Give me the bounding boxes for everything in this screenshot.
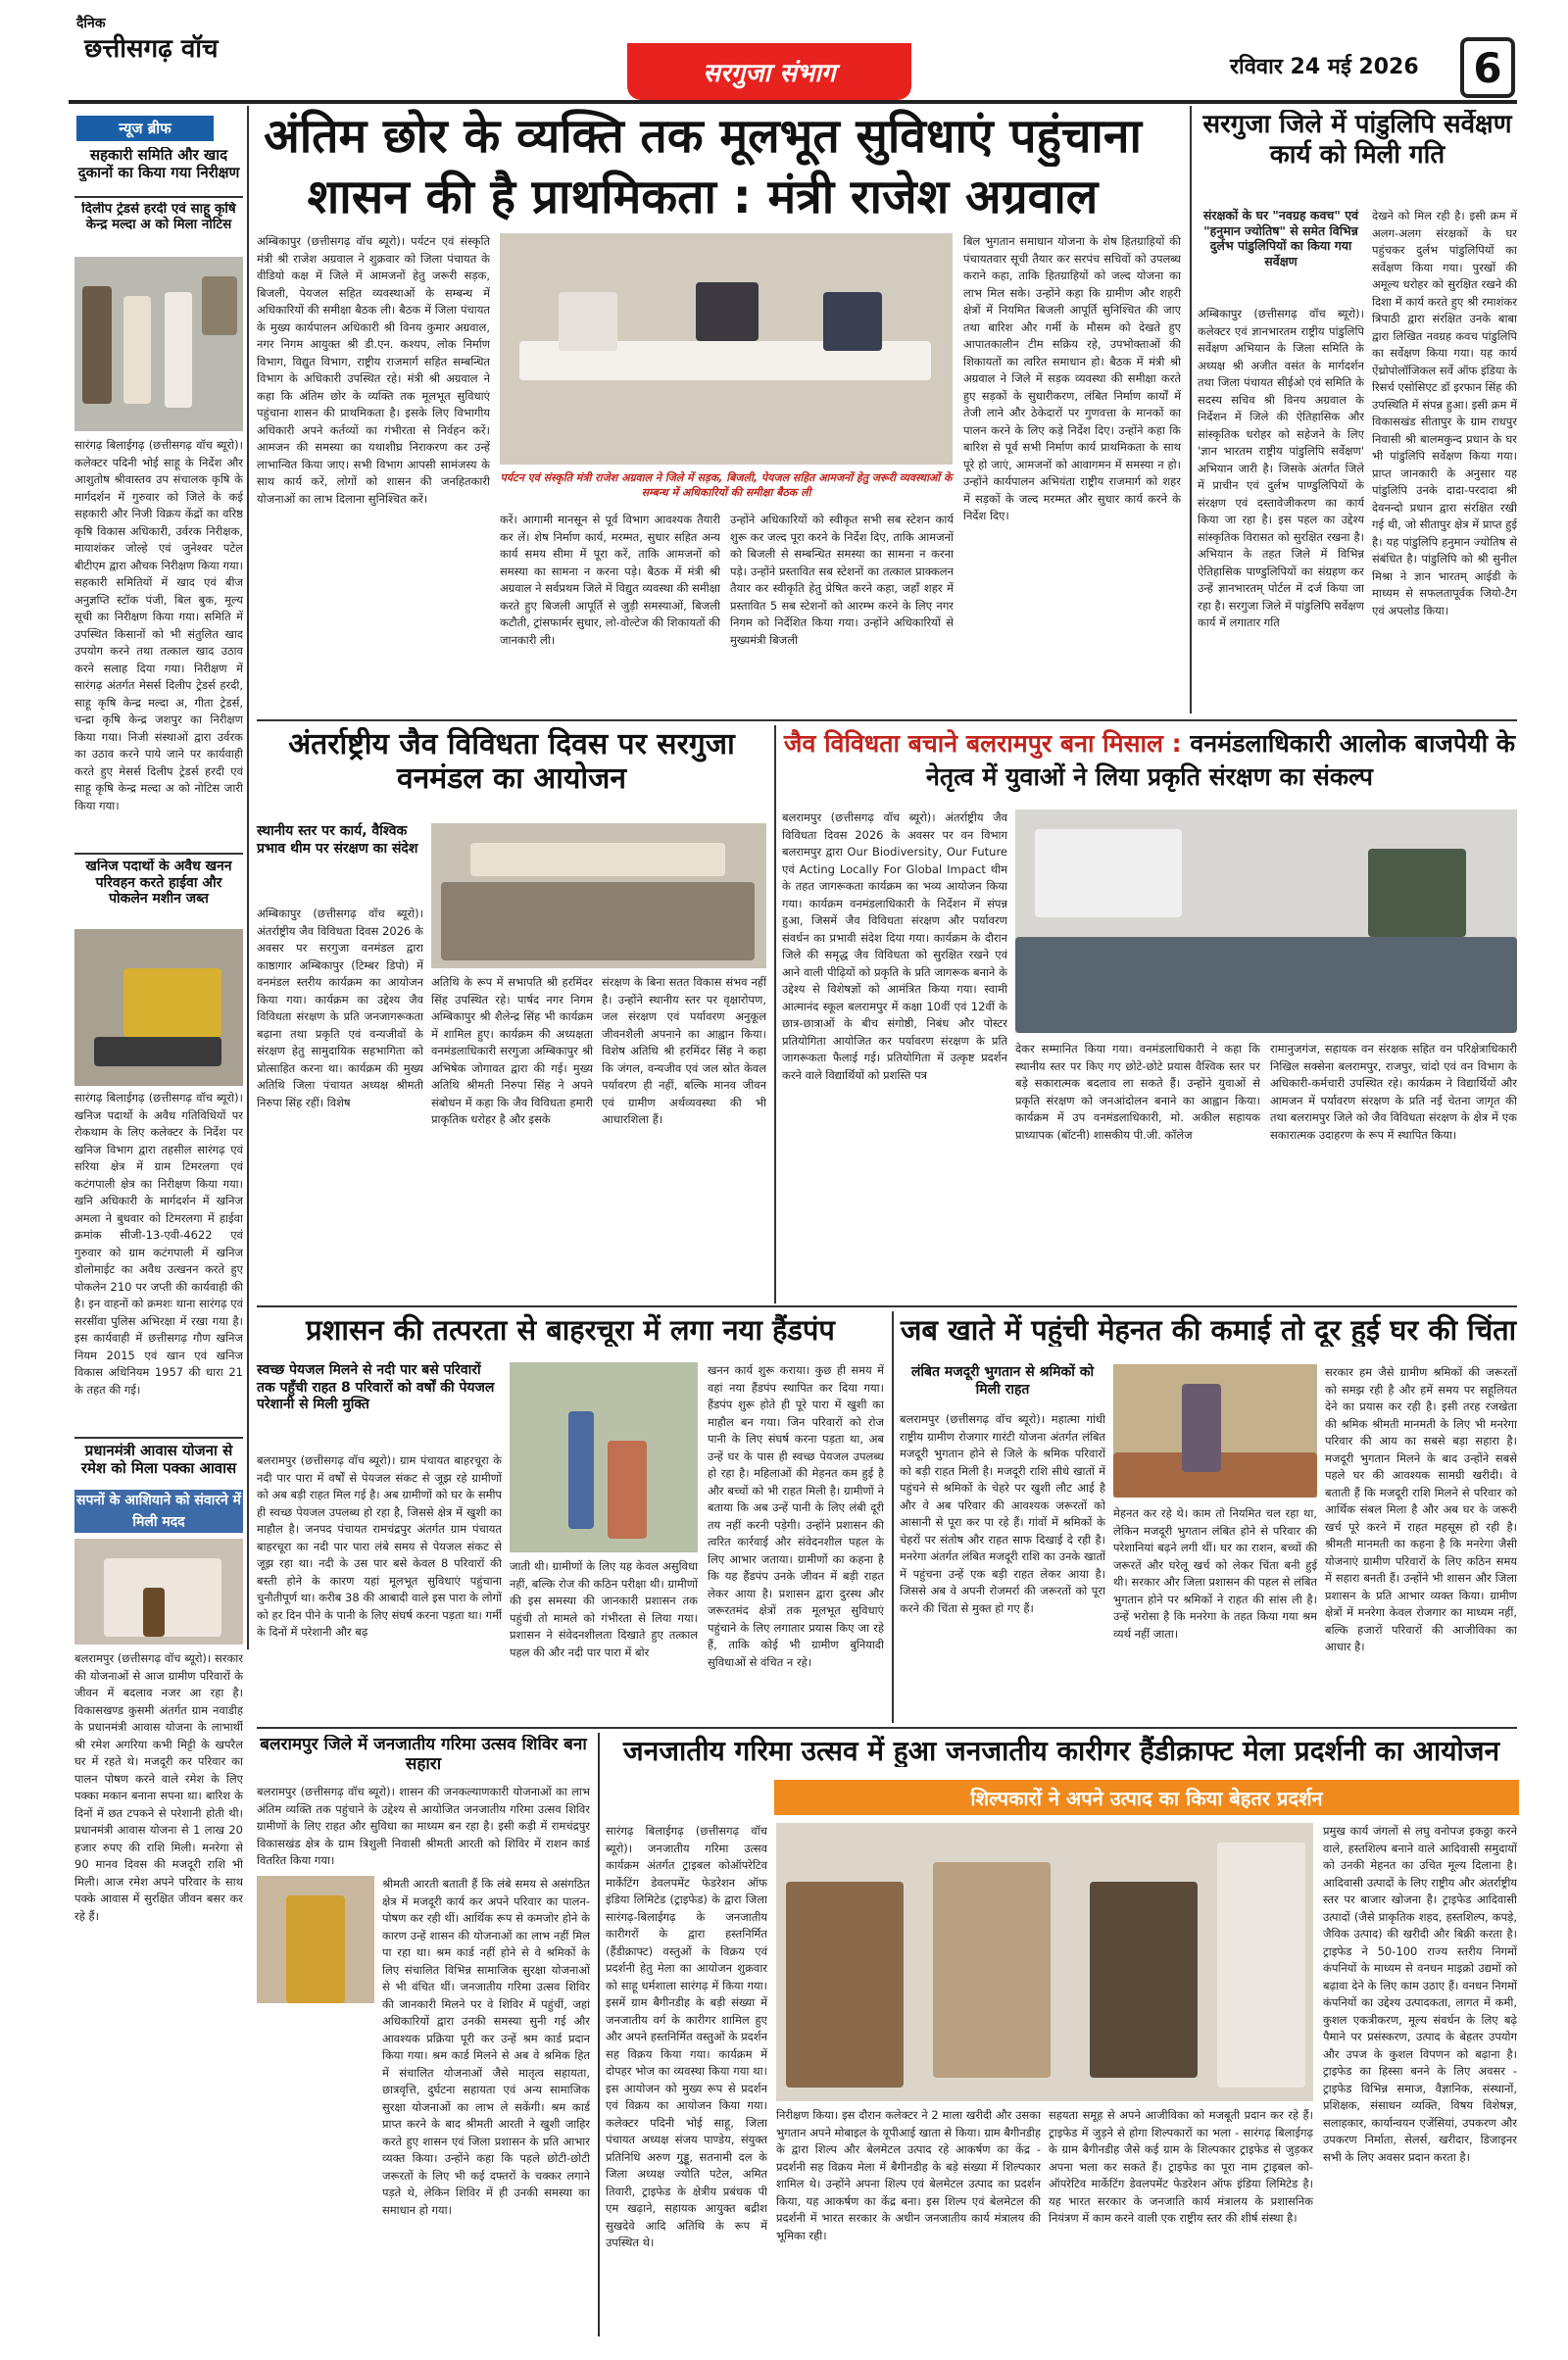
handpump-text-a: बलरामपुर (छत्तीसगढ़ वॉच ब्यूरो)। ग्राम पंचायत बाहरचूरा के नदी पार पारा में वर्षों से पेयजल संकट से जूझ रहे ग्रामीणों को अब बड़ी राहत मिल गई है। अब ग्रामीणों को घर के समीप ही स्वच्छ पेयजल उपलब्ध हो रहा है, जिससे क्षेत्र में खुशी का माहौल है। जनपद पंचायत रामचंद्रपुर अंतर्गत ग्राम पंचायत बाहरचूरा का नदी पार पारा लंबे समय से पेयजल संकट से जूझ रहा था। नदी के उस पार बसे केवल 8 परिवारों की बस्ती होने के कारण यहां मूलभूत सुविधाएं पहुंचाना चुनौतीपूर्ण था। करीब 38 की आबादी वाले इस पारा के लोगों को हर दिन पीने के पानी के लिए संघर्ष करना पड़ता था। गर्मी के दिनों में परेशानी और बढ़ (257, 1453, 502, 1639)
lead-text-d: बिल भुगतान समाधान योजना के शेष हितग्राहियों की पंचायतवार सूची तैयार कर सरपंच सचिवों को उपलब्ध कराने कहा, ताकि हितग्राहियों को जल्द योजना का लाभ मिल सके। उन्होंने कहा कि ग्रामीण और शहरी क्षेत्रों में नियमित बिजली आपूर्ति सुनिश्चित की जाए तथा बारिश और गर्मी के मौसम को देखते हुए आपातकालीन टीम सक्रिय रहे, उपभोक्ताओं की शिकायतों का त्वरित समाधान हो। बैठक में मंत्री श्री अग्रवाल ने जिले में सड़क व्यवस्था की समीक्षा करते हुए सड़कों के सुधारीकरण, लंबित निर्माण कार्यों में तेजी लाने और ठेकेदारों पर गुणवत्ता के मानकों का पालन करने के लिए कड़े निर्देश दिए। उन्होंने कहा कि बारिश से पूर्व सभी निर्माण कार्य प्राथमिकता के साथ पूरे हो जाएं, आमजनों को आवागमन में समस्या न हो। उन्होंने कार्यपालन अभियंता राष्ट्रीय राजमार्ग को शहर में सड़कों के जल्द मरम्मत और सुधार कार्य करने के निर्देश दिए। (963, 234, 1181, 522)
brief-headline-4: प्रधानमंत्री आवास योजना से रमेश को मिला पक्का आवास (80, 1443, 237, 1477)
wages-text-b: मेहनत कर रहे थे। काम तो नियमित चल रहा था, लेकिन मजदूरी भुगतान लंबित होने से परिवार की परेशानियां बढ़ने लगी थीं। घर का राशन, बच्चों की जरूरतें और घरेलू खर्च को लेकर चिंता बनी हुई थी। सरकार और जिला प्रशासन की पहल से लंबित भुगतान होने पर श्रमिकों ने राहत की सांस ली है। उन्हें भरोसा है कि मनरेगा के तहत किया गया श्रम व्यर्थ नहीं जाता। (1113, 1506, 1317, 1641)
wages-text-c: सरकार हम जैसे ग्रामीण श्रमिकों की जरूरतों को समझ रही है और हमें समय पर सहूलियत देने का प्रयास कर रही है। इसी तरह रजखेता की श्रमिक श्रीमती मानमती के लिए भी मनरेगा परिवार की आय का सबसे बड़ा सहारा है। मजदूरी भुगतान मिलने के बाद उन्होंने सबसे पहले घर की आवश्यक सामग्री खरीदी। वे बताती हैं कि मजदूरी राशि मिलने से परिवार को आर्थिक संबल मिला है और अब घर के जरूरी खर्च पूरे करने में राहत महसूस हो रही है। श्रीमती मानमती का कहना है कि मनरेगा जैसी योजनाएं ग्रामीण परिवारों के लिए कठिन समय में सहारा बनती हैं। उन्होंने भी शासन और जिला प्रशासन के प्रति आभार व्यक्त किया। ग्रामीण क्षेत्रों में मनरेगा केवल रोजगार का माध्यम नहीं, बल्कि हजारों परिवारों की आजीविका का आधार है। (1325, 1365, 1517, 1653)
biodiv-right-headline (782, 727, 1517, 794)
lead-headline-2: शासन की है प्राथमिकता : मंत्री राजेश अग्रवाल (307, 170, 1099, 224)
brief-headline-2: दिलीप ट्रेडर्स हरदी एवं साहू कृषि केन्द्र मल्दा अ को मिला नोटिस (81, 202, 236, 232)
lead-text-a: अम्बिकापुर (छत्तीसगढ़ वॉच ब्यूरो)। पर्यटन एवं संस्कृति मंत्री श्री राजेश अग्रवाल ने शुक्रवार को जिला पंचायत के वीडियो कक्ष में जिले में आमजनों हेतु जरूरी सड़क, बिजली, पेयजल सहित व्यवस्थाओं के सम्बन्ध में अधिकारियों की समीक्षा बैठक ली। बैठक में जिला पंचायत के मुख्य कार्यपालन अधिकारी श्री विनय कुमार अग्रवाल, नगर निगम आयुक्त श्री डी.एन. कश्यप, लोक निर्माण विभाग, विद्युत विभाग, राष्ट्रीय राजमार्ग सहित सम्बन्धित विभाग के अधिकारी उपस्थित रहे। मंत्री श्री अग्रवाल ने कहा कि अंतिम छोर के व्यक्ति तक मूलभूत सुविधाएं पहुंचाना शासन की प्राथमिकता है। इसके लिए विभागीय अधिकारी अपने कर्तव्यों का गंभीरता से निर्वहन करें। आमजन की समस्या का यथाशीघ्र निराकरण कर उन्हें लाभान्वित किया जाए। सभी विभाग आपसी सामंजस्य के साथ कार्य करें, लोगों को शासन की जनहितकारी योजनाओं का लाभ दिलाना सुनिश्चित करें। (257, 234, 490, 506)
lead-text-b: करें। आगामी मानसून से पूर्व विभाग आवश्यक तैयारी कर लें। शेष निर्माण कार्य, मरम्मत, सुधार सहित अन्य कार्य समय सीमा में पूरा करें, ताकि आमजनों को समस्या का सामना न करना पड़े। बैठक में मंत्री श्री अग्रवाल ने सर्वप्रथम जिले में विद्युत व्यवस्था की समीक्षा करते हुए बिजली आपूर्ति से जुड़ी समस्याओं, बिजली कटौती, ट्रांसफार्मर सुधार, लो-वोल्टेज की शिकायतों की जानकारी ली। (500, 513, 720, 647)
tribal-camp-photo (257, 1876, 374, 2003)
tribal-camp-headline: बलरामपुर जिले में जनजातीय गरिमा उत्सव शिविर बना सहारा (260, 1735, 587, 1775)
handicraft-text-a: सारंगढ़ बिलाईगढ़ (छत्तीसगढ़ वॉच ब्यूरो)। जनजातीय गरिमा उत्सव कार्यक्रम अंतर्गत ट्राइबल कोऑपरेटिव मार्केटिंग डेवलपमेंट फेडरेशन ऑफ इंडिया लिमिटेड (ट्राइफेड) के द्वारा जिला सारंगढ़-बिलाईगढ़ के जनजातीय कारीगरों के द्वारा हस्तनिर्मित (हैंडीक्राफ्ट) वस्तुओं के विक्रय एवं प्रदर्शनी हेतु मेला का आयोजन शुक्रवार को साहू धर्मशाला सारंगढ़ में किया गया। इसमें ग्राम बैगीनडीह के बड़ी संख्या में जनजातीय वर्ग के कारीगर शामिल हुए और अपने हस्तनिर्मित वस्तुओं के प्रदर्शन सह विक्रय किया गया। कार्यक्रम में दोपहर भोज का व्यवस्था किया गया था। इस आयोजन को मुख्य रूप से प्रदर्शन एवं विक्रय का आयोजन किया गया। कलेक्टर पदिनी भोई साहू, जिला पंचायत अध्यक्ष संजय पाण्डेय, संयुक्त प्रतिनिधि अरुण गुड्डू, सतनामी दल के जिला अध्यक्ष ज्योति पटेल, अमित तिवारी, ट्राइफेड के क्षेत्रीय प्रबंधक पी एम खढ़ाने, सहायक आयुक्त बद्रीश सुखदेवे आदि अतिथि के रूप में उपस्थित थे। (606, 1824, 767, 2249)
masthead-rule (69, 100, 1517, 104)
biodiv-classroom-photo (1015, 810, 1517, 1033)
wages-subhead: लंबित मजदूरी भुगतान से श्रमिकों को मिली राहत (910, 1364, 1095, 1398)
section-divider (257, 1305, 1517, 1307)
lead-text-c: उन्होंने अधिकारियों को स्वीकृत सभी सब स्टेशन कार्य शुरू कर जल्द पूरा करने के निर्देश दिए, ताकि आमजनों को बिजली से सम्बन्धित समस्या का सामना न करना पड़े। उन्होंने प्रस्तावित सब स्टेशनों का तत्काल प्राक्कलन तैयार कर स्वीकृति हेतु प्रेषित करने कहा, जहाँ शहर में प्रस्तावित 5 सब स्टेशनों को आरम्भ करने के लिए नगर निगम को निर्देशित किया गया। उन्होंने अधिकारियों से मुख्यमंत्री बिजली (730, 513, 954, 647)
handpump-text-c: खनन कार्य शुरू कराया। कुछ ही समय में वहां नया हैंडपंप स्थापित कर दिया गया। हैंडपंप शुरू होते ही पूरे पारा में खुशी का माहौल बन गया। जिन परिवारों को रोज पानी के लिए संघर्ष करना पड़ता था, अब उन्हें घर के पास ही स्वच्छ पेयजल उपलब्ध हो रहा है। महिलाओं की मेहनत कम हुई है और बच्चों को भी राहत मिली है। ग्रामीणों ने बताया कि अब उन्हें पानी के लिए लंबी दूरी तय नहीं करनी पड़ेगी। उन्होंने प्रशासन की त्वरित कार्रवाई और संवेदनशील पहल के लिए आभार जताया। ग्रामीणों का कहना है कि यह हैंडपंप उनके जीवन में बड़ी राहत लेकर आया है। प्रशासन द्वारा दुरस्थ और जरूरतमंद क्षेत्रों तक मूलभूत सुविधाएं पहुंचाने के लिए लगातार प्रयास किए जा रहे हैं, ताकि कोई भी ग्रामीण बुनियादी सुविधाओं से वंचित न रहे। (708, 1363, 884, 1669)
tribal-camp-text-a: बलरामपुर (छत्तीसगढ़ वॉच ब्यूरो)। शासन की जनकल्याणकारी योजनाओं का लाभ अंतिम व्यक्ति तक पहुंचाने के उद्देश्य से आयोजित जनजातीय गरिमा उत्सव शिविर ग्रामीणों के लिए राहत और सुविधा का माध्यम बन रहा है। इसी कड़ी में रामचंद्रपुर विकासखंड क्षेत्र के ग्राम त्रिशुली निवासी श्रीमती आरती को शिविर में राशन कार्ड वितरित किया गया। (257, 1785, 590, 1867)
handpump-headline: प्रशासन की तत्परता से बाहरचूरा में लगा नया हैंडपंप (306, 1313, 835, 1347)
section-divider (257, 1727, 1517, 1729)
house-photo (74, 1539, 243, 1645)
handicraft-headline: जनजातीय गरिमा उत्सव में हुआ जनजातीय कारीगर हैंडीक्राफ्ट मेला प्रदर्शनी का आयोजन (622, 1735, 1500, 1767)
biodiv-event-photo (431, 823, 766, 968)
handicraft-exhibition-photo (776, 1823, 1313, 2101)
column-rule (892, 1311, 894, 1723)
meeting-photo (500, 233, 953, 465)
biodiv-left-text-a: अम्बिकापुर (छत्तीसगढ़ वॉच ब्यूरो)। अंतर्राष्ट्रीय जैव विविधता दिवस 2026 के अवसर पर सरगुजा वनमंडल द्वारा काष्ठागार अम्बिकापुर (टिम्बर डिपो) में वनमंडल स्तरीय कार्यक्रम का आयोजन किया गया। कार्यक्रम का उद्देश्य जैव विविधता संरक्षण के प्रति जनजागरूकता बढ़ाना तथा प्रकृति एवं वन्यजीवों के संरक्षण हेतु सामुदायिक सहभागिता को प्रोत्साहित करना था। कार्यक्रम की मुख्य अतिथि जिला पंचायत अध्यक्ष श्रीमती निरुपा सिंह रहीं। विशेष (257, 907, 423, 1109)
lead-photo-caption: पर्यटन एवं संस्कृति मंत्री राजेश अग्रवाल ने जिले में सड़क, बिजली, पेयजल सहित आमजनों हेतु जरूरी व्यवस्थाओं के सम्बन्ध में अधिकारियों की समीक्षा बैठक ली (500, 471, 953, 499)
handpump-text-b: जाती थी। ग्रामीणों के लिए यह केवल असुविधा नहीं, बल्कि रोज की कठिन परीक्षा थी। ग्रामीणों की इस समस्या की जानकारी प्रशासन तक पहुंची तो मामले को गंभीरता से लिया गया। प्रशासन ने संवेदनशीलता दिखाते हुए तत्काल पहल की और नदी पार पारा में बोर (510, 1559, 698, 1659)
divider (74, 1437, 243, 1439)
tribal-camp-text-b: श्रीमती आरती बताती हैं कि लंबे समय से असंगठित क्षेत्र में मजदूरी कार्य कर अपने परिवार का पालन-पोषण कर रही थीं। आर्थिक रूप से कमजोर होने के कारण उन्हें शासन की योजनाओं का लाभ नहीं मिल पा रहा था। श्रम कार्ड नहीं होने से वे श्रमिकों के लिए संचालित विभिन्न सामाजिक सुरक्षा योजनाओं से भी वंचित थीं। जनजातीय गरिमा उत्सव शिविर की जानकारी मिलने पर वे शिविर में पहुंचीं, जहां अधिकारियों द्वारा उनकी समस्या सुनी गई और आवश्यक प्रक्रिया पूरी कर उन्हें श्रम कार्ड प्रदान किया गया। श्रम कार्ड मिलने से अब वे श्रमिक हित में संचालित योजनाओं जैसे मातृत्व सहायता, छात्रवृत्ति, दुर्घटना सहायता एवं अन्य सामाजिक सुरक्षा योजनाओं का लाभ ले सकेंगी। श्रम कार्ड प्राप्त करने के बाद श्रीमती आरती ने खुशी जाहिर करते हुए शासन एवं जिला प्रशासन के प्रति आभार व्यक्त किया। उन्होंने कहा कि पहले छोटी-छोटी जरूरतों के लिए भी कई दफ्तरों के चक्कर लगाने पड़ते थे, लेकिन शिविर में ही उनकी समस्या का समाधान हो गया। (382, 1877, 590, 2217)
brief-text-2: सारंगढ़ बिलाईगढ़ (छत्तीसगढ़ वॉच ब्यूरो)। खनिज पदार्थो के अवैध गतिविधियों पर रोकथाम के लिए कलेक्टर के निर्देश पर खनिज विभाग द्वारा तहसील सारंगढ़ एवं सरिया क्षेत्र में ग्राम टिमरलगा एवं कटंगपाली क्षेत्र का निरीक्षण किया गया। खनि अधिकारी के मार्गदर्शन में खनिज अमला ने बुधवार को टिमरलगा में हाईवा क्रमांक सीजी-13-एवी-4622 एवं गुरुवार को ग्राम कटंगपाली में खनिज डोलोमाईट का अवैध उत्खनन करते हुए पोकलेन 210 पर जप्ती की कार्यवाही की है। इन वाहनों को क्रमशः थाना सारंगढ़ एवं सरसींवा पुलिस अभिरक्षा में रखा गया है। इस कार्यवाही में छत्तीसगढ़ गौण खनिज नियम 2015 एवं खान एवं खनिज विकास अधिनियम 1957 की धारा 21 के तहत की गई। (74, 1091, 243, 1397)
wages-worker-photo (1113, 1364, 1317, 1498)
divider (74, 853, 243, 855)
brief-box-head: सपनों के आशियाने को संवारने में मिली मदद (74, 1490, 243, 1533)
handicraft-subhead: शिल्पकारों ने अपने उत्पाद का किया बेहतर प्रदर्शन (774, 1780, 1519, 1815)
biodiv-right-text-c: रामानुजगंज, सहायक वन संरक्षक सहित वन परिक्षेत्राधिकारी निखिल सक्सेना बलरामपुर, राजपुर, चांदो एवं वन विभाग के अधिकारी-कर्मचारी उपस्थित रहे। कार्यक्रम ने विद्यार्थियों और आमजन में पर्यावरण संरक्षण के प्रति नई चेतना जागृत की तथा बलरामपुर जिले को जैव विविधता संरक्षण के क्षेत्र में एक सकारात्मक उदाहरण के रूप में स्थापित किया। (1270, 1042, 1517, 1142)
biodiv-right-text-b: देकर सम्मानित किया गया। वनमंडलाधिकारी ने कहा कि स्थानीय स्तर पर किए गए छोटे-छोटे प्रयास वैश्विक स्तर पर बड़े सकारात्मक बदलाव ला सकते हैं। उन्होंने युवाओं से प्रकृति संरक्षण को जनआंदोलन बनाने का आह्वान किया। कार्यक्रम में उप वनमंडलाधिकारी, मो. अकील सहायक प्राध्यापक (बॉटनी) शासकीय पी.जी. कॉलेज (1015, 1042, 1260, 1142)
masthead-name: छत्तीसगढ़ वॉच (84, 34, 219, 64)
biodiv-right-text-a: बलरामपुर (छत्तीसगढ़ वॉच ब्यूरो)। अंतर्राष्ट्रीय जैव विविधता दिवस 2026 के अवसर पर वन विभाग बलरामपुर द्वारा Our Biodiversity, Our Future एवं Acting Locally For Global Impact थीम के तहत जागरूकता कार्यक्रम का भव्य आयोजन किया गया। कार्यक्रम वनमंडलाधिकारी के निर्देशन में संपन्न हुआ, जिसमें जैव विविधता संरक्षण और पर्यावरण संवर्धन का प्रभावी संदेश दिया गया। कार्यक्रम के दौरान जिले की समृद्ध जैव विविधता को सुरक्षित रखने एवं आने वाली पीढ़ियों को प्रकृति के प्रति जागरूक बनाने के उद्देश्य से विशेषज्ञों को आमंत्रित किया गया। स्वामी आत्मानंद स्कूल बलरामपुर में कक्षा 10वीं एवं 12वीं के छात्र-छात्राओं के बीच संगोष्ठी, निबंध और पोस्टर प्रतियोगिता आयोजित कर पर्यावरण संरक्षण के प्रति जागरूकता फैलाई गई। प्रतियोगिता में उत्कृष्ट प्रदर्शन करने वाले विद्यार्थियों को प्रशस्ति पत्र (782, 811, 1007, 1082)
section-banner: सरगुजा संभाग (627, 43, 911, 100)
page-number: 6 (1460, 37, 1515, 98)
news-brief-tag: न्यूज ब्रीफ (76, 116, 214, 141)
issue-date: रविवार 24 मई 2026 (1230, 55, 1419, 79)
biodiv-left-text-b: अतिथि के रूप में सभापति श्री हरमिंदर सिंह उपस्थित रहे। पार्षद नगर निगम अम्बिकापुर श्री शैलेन्द्र सिंह भी कार्यक्रम में शामिल हुए। कार्यक्रम की अध्यक्षता वनमंडलाधिकारी सरगुजा अम्बिकापुर श्री अभिषेक जोगावत द्वारा की गई। मुख्य अतिथि श्रीमती निरुपा सिंह ने अपने संबोधन में कहा कि जैव विविधता हमारी प्राकृतिक धरोहर है और इसके (431, 975, 593, 1126)
manuscript-text-b: देखने को मिल रही है। इसी क्रम में अलग-अलग संरक्षकों के घर पहुंचकर दुर्लभ पांडुलिपियों का सर्वेक्षण किया गया। पुरखों की अमूल्य धरोहर को सुरक्षित रखने की दिशा में कार्य करते हुए श्री रमाशंकर त्रिपाठी द्वारा संरक्षित उनके बाबा द्वारा लिखित नवग्रह कवच पांडुलिपि का सर्वेक्षण किया गया। यह कार्य ऐंथ्रोपोलॉजिकल सर्वे ऑफ इंडिया के रिसर्च एसोसिएट डॉ इरफान सिंह की उपस्थिति में संपन्न हुआ। इसी क्रम में विकासखंड सीतापुर के ग्राम राधपुर निवासी श्री बालमकुन्द प्रधान के घर भी पांडुलिपि सर्वेक्षण किया गया। प्राप्त जानकारी के अनुसार यह पांडुलिपि उनके दादा-परदादा श्री देवनन्दो प्रधान द्वारा संरक्षित रखी गई थी, जो सीतापुर क्षेत्र में प्राप्त हुई है। यह पांडुलिपि हनुमान ज्योतिष से संबंधित है। पांडुलिपि को श्री सुनील मिश्रा ने ज्ञान भारतम् आईडी के माध्यम से सफलतापूर्वक जियो-टैग एवं अपलोड किया। (1372, 209, 1517, 617)
handpump-photo (510, 1362, 698, 1552)
brief-headline-1: सहकारी समिति और खाद दुकानों का किया गया निरीक्षण (77, 147, 240, 181)
manuscript-text-a: अम्बिकापुर (छत्तीसगढ़ वॉच ब्यूरो)। कलेक्टर एवं ज्ञानभारतम राष्ट्रीय पांडुलिपि सर्वेक्षण अभियान के जिला समिति के अध्यक्ष श्री अजीत वसंत के मार्गदर्शन तथा जिला पंचायत सीईओ एवं समिति के सदस्य सचिव श्री विनय अग्रवाल के निर्देशन में जिले की ऐतिहासिक और सांस्कृतिक धरोहर को सहेजने के लिए 'ज्ञान भारतम राष्ट्रीय पांडुलिपि सर्वेक्षण' अभियान जारी है। जिसके अंतर्गत जिले में प्राचीन एवं दुर्लभ पाण्डुलिपियों के संरक्षण एवं दस्तावेजीकरण का कार्य किया जा रहा है। इस पहल का उद्देश्य सांस्कृतिक विरासत को सुरक्षित रखना है। अभियान के तहत जिले में विभिन्न ऐतिहासिक पाण्डुलिपियों का संग्रहण कर उन्हें ज्ञानभारतम् पोर्टल में दर्ज किया जा रहा है। सरगुजा जिले में पांडुलिपि सर्वेक्षण कार्य में लगातार गति (1198, 307, 1364, 629)
biodiv-left-subhead: स्थानीय स्तर पर कार्य, वैश्विक प्रभाव थीम पर संरक्षण का संदेश (257, 823, 418, 857)
brief-text-1: सारंगढ़ बिलाईगढ़ (छत्तीसगढ़ वॉच ब्यूरो)। कलेक्टर पदिनी भोई साहू के निर्देश और आशुतोष श्रीवास्तव उप संचालक कृषि के मार्गदर्शन में गुरुवार को जिले के कई सहकारी और निजी विक्रय केंद्रों का वरिष्ठ कृषि विकास अधिकारी, उर्वरक निरीक्षक, मायाशंकर जोल्हे एवं जुनेश्वर पटेल बीटीएम द्वारा औचक निरीक्षण किया गया। सहकारी समितियों में खाद एवं बीज अनुज्ञप्ति स्टॉक पंजी, बिल बुक, मूल्य सूची का निरीक्षण किया गया। समिति में उपस्थित किसानों को भी संतुलित खाद उपयोग करने तथा तत्काल खाद उठाव करने सलाह दिया गया। निरीक्षण में सारंगढ़ अंतर्गत मेसर्स दिलीप ट्रेडर्स हरदी, साहू कृषि केन्द्र मल्दा अ, गीता ट्रेडर्स, चन्द्रा कृषि केन्द्र जशपुर का निरीक्षण किया गया। निजी संस्थाओं द्वारा उर्वरक का उठाव करने पाये जाने पर कार्यवाही करते हुए मेसर्स दिलीप ट्रेडर्स हरदी एवं साहू कृषि केन्द्र मल्दा अ को नोटिस जारी किया गया। (74, 438, 243, 812)
column-rule (247, 106, 249, 1649)
handicraft-text-b: निरीक्षण किया। इस दौरान कलेक्टर ने 2 माला खरीदी और उसका भुगतान अपने मोबाइल के यूपीआई खाता से किया। ग्राम बैगीनडीह के द्वारा शिल्प और बेलमेटल उत्पाद रहे आकर्षण का केंद्र - प्रदर्शनी सह विक्रय मेला में बैगीनडीह के बड़े संख्या में शिल्पकार शामिल थे। उन्होंने अपना शिल्प एवं बेलमेटल उत्पाद का प्रदर्शन किया, यह आकर्षण का केंद्र बना। इस शिल्प एवं बेलमेटल की प्रदर्शनी में भारत सरकार के अधीन जनजातीय कार्य मंत्रालय की भूमिका रही। (776, 2108, 1041, 2242)
masthead-prefix: दैनिक (76, 16, 106, 31)
column-rule (598, 1733, 600, 2336)
divider (74, 196, 243, 198)
column-rule (1190, 106, 1192, 713)
wages-text-a: बलरामपुर (छत्तीसगढ़ वॉच ब्यूरो)। महात्मा गांधी राष्ट्रीय ग्रामीण रोजगार गारंटी योजना अंतर्गत लंबित मजदूरी भुगतान होने से जिले के श्रमिक परिवारों को बड़ी राहत मिली है। मजदूरी राशि सीधे खातों में पहुंचने से श्रमिकों के चेहरे पर खुशी लौट आई है और वे अब परिवार की आवश्यक जरूरतों को आसानी से पूरा कर पा रहे हैं। गांवों में श्रमिकों के चेहरों पर संतोष और राहत साफ दिखाई दे रही है। मनरेगा अंतर्गत लंबित मजदूरी राशि का उनके खातों में पहुंचना उन्हें एक बड़ी राहत लेकर आया है। जिससे अब वे अपनी रोजमर्रा की जरूरतों को पूरा करने की चिंता से मुक्त हो गए हैं। (900, 1412, 1105, 1615)
biodiv-left-headline: अंतर्राष्ट्रीय जैव विविधता दिवस पर सरगुजा वनमंडल का आयोजन (288, 727, 735, 797)
brief-headline-3: खनिज पदार्थो के अवैध खनन परिवहन करते हाईवा और पोकलेन मशीन जब्त (85, 859, 232, 908)
manuscript-headline: सरगुजा जिले में पांडुलिपि सर्वेक्षण कार्य को मिली गति (1202, 110, 1512, 170)
wages-headline: जब खाते में पहुंची मेहनत की कमाई तो दूर हुई घर की चिंता (900, 1313, 1517, 1347)
handicraft-text-c: सहयता समूह से अपने आजीविका को मजबूती प्रदान कर रहे हैं। ट्राइफेड में जुड़ने से होगा शिल्पकारों का भला - सारंगढ़ बिलाईगढ़ के ग्राम बैगीनडीह जैसे कई ग्राम के शिल्पकार ट्राइफेड से जुड़कर अपना भला कर सकते हैं। ट्राइफेड का पूरा नाम ट्राइबल को-ऑपरेटिव मार्केटिंग डेवलपमेंट फेडरेशन ऑफ इंडिया लिमिटेड है। यह भारत सरकार के जनजाति कार्य मंत्रालय के प्रशासनिक नियंत्रण में काम करने वाली एक राष्ट्रीय स्तर की शीर्ष संस्था है। (1049, 2108, 1313, 2225)
inspection-photo (74, 257, 243, 431)
section-divider (257, 719, 1517, 721)
brief-text-3: बलरामपुर (छत्तीसगढ़ वॉच ब्यूरो)। सरकार की योजनाओं से आज ग्रामीण परिवारों के जीवन में बदलाव नजर आ रहा है। विकासखण्ड कुसमी अंतर्गत ग्राम नवाडीह के प्रधानमंत्री आवास योजना के लाभार्थी श्री रमेश अगरिया कभी मिट्टी के खपरैल घर में रहते थे। मजदूरी कर परिवार का पालन पोषण करने वाले रमेश के लिए पक्का मकान बनाना सपना था। बारिश के दिनों में छत टपकने से परेशानी होती थी। प्रधानमंत्री आवास योजना से 1 लाख 20 हजार रुपए की राशि मिली। मनरेगा से 90 मानव दिवस की मजदूरी राशि भी मिली। आज रमेश अपने परिवार के साथ पक्के आवास में सुरक्षित जीवन बसर कर रहे हैं। (74, 1651, 243, 1923)
biodiv-right-headline-black: वनमंडलाधिकारी आलोक बाजपेयी के नेतृत्व में युवाओं ने लिया प्रकृति संरक्षण का संकल्प (926, 729, 1516, 791)
column-rule (774, 725, 776, 1303)
biodiv-right-headline-red: जैव विविधता बचाने बलरामपुर बना मिसाल : (783, 729, 1182, 758)
excavator-photo (74, 929, 243, 1086)
biodiv-left-text-c: संरक्षण के बिना सतत विकास संभव नहीं है। उन्होंने स्थानीय स्तर पर वृक्षारोपण, जल संरक्षण एवं पर्यावरण अनुकूल जीवनशैली अपनाने का आह्वान किया। विशेष अतिथि श्री हरमिंदर सिंह ने कहा कि जंगल, वन्यजीव एवं जल स्रोत केवल पर्यावरण ही नहीं, बल्कि मानव जीवन एवं ग्रामीण अर्थव्यवस्था की भी आधारशिला हैं। (602, 975, 766, 1126)
lead-headline-1: अंतिम छोर के व्यक्ति तक मूलभूत सुविधाएं पहुंचाना (264, 109, 1142, 164)
manuscript-subhead: संरक्षकों के घर "नवग्रह कवच" एवं "हनुमान ज्योतिष" से समेत विभिन्न दुर्लभ पांडुलिपियों का किया गया सर्वेक्षण (1202, 208, 1359, 269)
handicraft-text-d: प्रमुख कार्य जंगलों से लघु वनोपज इकठ्ठा करने वाले, हस्तशिल्प बनाने वाले आदिवासी समुदायों को उनकी मेहनत का उचित मूल्य दिलाना है। आदिवासी उत्पादों के लिए राष्ट्रीय और अंतर्राष्ट्रीय स्तर पर बाजार खोजना है। ट्राइफेड आदिवासी उत्पादों (जैसे प्राकृतिक शहद, हस्तशिल्प, कपड़े, जैविक उत्पाद) की खरीदी और बिक्री करता है। ट्राइफेड ने 50-100 राज्य स्तरीय निगमों कंपनियों के माध्यम से वनधन माइक्रो उद्यमों को बढ़ावा देने के लिए काम उठाए हैं। वनधन निगमों कंपनियों का उद्देश्य उत्पादकता, लागत में कमी, कुशल एकत्रीकरण, मूल्य संवर्धन के लिए बढ़े पैमाने पर प्रसंस्करण, उत्पाद के बेहतर उपयोग और उपज के कुशल विपणन को बढ़ाना है। ट्राइफेड का हिस्सा बनने के लिए अवसर - ट्राइफेड विभिन्न समाज, वैज्ञानिक, संस्थानों, प्रशिक्षक, संसाधन व्यक्ति, विषय विशेषज्ञ, सलाहकार, कार्यान्वयन एजेंसियां, उपकरण और उपकरण निर्माता, सेलर्स, खरीदार, डिजाइनर सभी के लिए अवसर प्रदान करता है। (1323, 1824, 1517, 2164)
handpump-subhead: स्वच्छ पेयजल मिलने से नदी पार बसे परिवारों तक पहुँची राहत 8 परिवारों को वर्षों की पेयजल परेशानी से मिली मुक्ति (257, 1362, 495, 1412)
masthead-logo (76, 14, 272, 73)
